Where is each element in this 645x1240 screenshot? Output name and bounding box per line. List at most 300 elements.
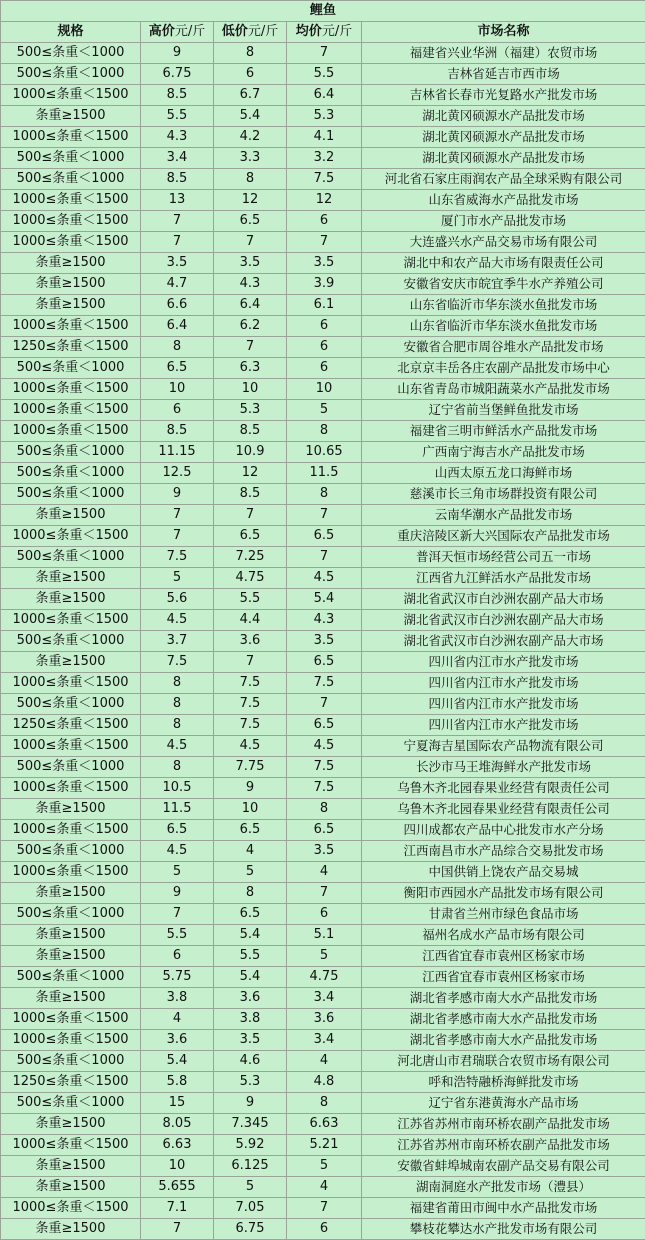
table-row [1,715,645,736]
cell-market: 四川省内江市水产批发市场 [362,673,645,694]
cell-spec: 条重≥1500 [1,925,141,946]
cell-high: 13 [141,190,214,211]
cell-low: 5.92 [214,1135,287,1156]
cell-high: 6.6 [141,295,214,316]
table-row [1,1177,645,1198]
cell-spec: 1000≤条重＜1500 [1,316,141,337]
cell-avg: 7 [287,505,362,526]
cell-avg: 10 [287,379,362,400]
table-row [1,505,645,526]
cell-low: 5.4 [214,925,287,946]
table-row [1,526,645,547]
cell-spec: 500≤条重＜1000 [1,148,141,169]
cell-high: 6.75 [141,64,214,85]
cell-high: 7 [141,526,214,547]
cell-avg: 4.5 [287,736,362,757]
cell-low: 7.75 [214,757,287,778]
cell-market: 中国供销上饶农产品交易城 [362,862,645,883]
cell-high: 10 [141,379,214,400]
header-low-label: 低价 [221,24,248,39]
table-row [1,1219,645,1240]
cell-low: 7.5 [214,715,287,736]
cell-market: 吉林省延吉市西市场 [362,64,645,85]
cell-high: 4.3 [141,127,214,148]
cell-high: 3.7 [141,631,214,652]
cell-spec: 1000≤条重＜1500 [1,1198,141,1219]
cell-market: 慈溪市长三角市场群投资有限公司 [362,484,645,505]
cell-spec: 1000≤条重＜1500 [1,1135,141,1156]
cell-spec: 条重≥1500 [1,946,141,967]
table-row [1,463,645,484]
cell-high: 5.655 [141,1177,214,1198]
cell-spec: 1000≤条重＜1500 [1,211,141,232]
cell-market: 安徽省合肥市周谷堆水产品批发市场 [362,337,645,358]
cell-market: 湖北黄冈硕源水产品批发市场 [362,148,645,169]
cell-market: 福建省三明市鲜活水产品批发市场 [362,421,645,442]
cell-low: 4.75 [214,568,287,589]
table-row [1,337,645,358]
cell-avg: 5 [287,400,362,421]
table-row [1,169,645,190]
cell-low: 3.3 [214,148,287,169]
cell-high: 5.5 [141,106,214,127]
cell-low: 6.2 [214,316,287,337]
cell-low: 7.5 [214,673,287,694]
cell-high: 4.5 [141,841,214,862]
cell-low: 7.345 [214,1114,287,1135]
cell-spec: 1000≤条重＜1500 [1,1030,141,1051]
cell-high: 5.5 [141,925,214,946]
table-row [1,85,645,106]
cell-low: 7 [214,505,287,526]
cell-spec: 条重≥1500 [1,1114,141,1135]
cell-market: 宁夏海吉星国际农产品物流有限公司 [362,736,645,757]
cell-high: 7.5 [141,652,214,673]
cell-high: 6.5 [141,820,214,841]
cell-low: 4.2 [214,127,287,148]
cell-high: 9 [141,484,214,505]
cell-spec: 500≤条重＜1000 [1,841,141,862]
cell-avg: 4.5 [287,568,362,589]
table-row [1,736,645,757]
table-row [1,232,645,253]
cell-high: 11.5 [141,799,214,820]
cell-low: 4 [214,841,287,862]
header-high-unit: 元/斤 [174,24,206,39]
cell-spec: 1000≤条重＜1500 [1,127,141,148]
cell-high: 11.15 [141,442,214,463]
cell-high: 8.05 [141,1114,214,1135]
header-low [214,22,287,43]
cell-low: 8 [214,883,287,904]
table-row [1,1135,645,1156]
cell-market: 大连盛兴水产品交易市场有限公司 [362,232,645,253]
cell-low: 5.3 [214,1072,287,1093]
cell-spec: 500≤条重＜1000 [1,631,141,652]
cell-high: 7.5 [141,547,214,568]
cell-avg: 4.75 [287,967,362,988]
cell-low: 4.4 [214,610,287,631]
cell-high: 9 [141,43,214,64]
cell-low: 3.8 [214,1009,287,1030]
cell-low: 5.5 [214,589,287,610]
table-row [1,862,645,883]
cell-market: 湖北省孝感市南大水产品批发市场 [362,1009,645,1030]
cell-spec: 1000≤条重＜1500 [1,400,141,421]
table-row [1,841,645,862]
table-row [1,64,645,85]
table-row [1,442,645,463]
table-row [1,211,645,232]
table-row [1,820,645,841]
cell-spec: 500≤条重＜1000 [1,43,141,64]
cell-high: 3.5 [141,253,214,274]
cell-low: 6.5 [214,526,287,547]
cell-high: 3.4 [141,148,214,169]
cell-low: 6.3 [214,358,287,379]
cell-market: 长沙市马王堆海鲜水产批发市场 [362,757,645,778]
cell-spec: 1000≤条重＜1500 [1,190,141,211]
cell-spec: 500≤条重＜1000 [1,967,141,988]
cell-spec: 1000≤条重＜1500 [1,526,141,547]
header-row [1,22,645,43]
cell-low: 12 [214,190,287,211]
cell-avg: 7.5 [287,673,362,694]
table-row [1,883,645,904]
cell-avg: 4.1 [287,127,362,148]
cell-high: 3.8 [141,988,214,1009]
cell-avg: 8 [287,799,362,820]
table-row [1,316,645,337]
cell-high: 6.5 [141,358,214,379]
cell-high: 10.5 [141,778,214,799]
cell-spec: 条重≥1500 [1,799,141,820]
cell-low: 3.6 [214,631,287,652]
cell-market: 湖北省武汉市白沙洲农副产品大市场 [362,631,645,652]
cell-low: 6.5 [214,211,287,232]
cell-high: 7 [141,232,214,253]
cell-high: 4.7 [141,274,214,295]
cell-avg: 6.5 [287,820,362,841]
cell-low: 6.5 [214,820,287,841]
cell-market: 山西太原五龙口海鲜市场 [362,463,645,484]
table-row [1,904,645,925]
cell-spec: 500≤条重＜1000 [1,358,141,379]
header-market: 市场名称 [362,22,645,43]
table-row [1,400,645,421]
table-row [1,253,645,274]
cell-market: 辽宁省前当堡鲜鱼批发市场 [362,400,645,421]
cell-high: 5 [141,862,214,883]
cell-avg: 6 [287,904,362,925]
cell-high: 7 [141,1219,214,1240]
table-row [1,358,645,379]
table-body [1,43,645,1240]
header-spec: 规格 [1,22,141,43]
cell-high: 10 [141,1156,214,1177]
cell-market: 湖北黄冈硕源水产品批发市场 [362,127,645,148]
cell-market: 甘肃省兰州市绿色食品市场 [362,904,645,925]
table-row [1,988,645,1009]
table-row [1,274,645,295]
cell-high: 8 [141,715,214,736]
cell-high: 6 [141,946,214,967]
cell-market: 普洱天恒市场经营公司五一市场 [362,547,645,568]
cell-avg: 3.4 [287,1030,362,1051]
table-row [1,190,645,211]
table-row [1,106,645,127]
cell-market: 安徽省蚌埠城南农副产品交易有限公司 [362,1156,645,1177]
cell-high: 5.8 [141,1072,214,1093]
cell-avg: 5.5 [287,64,362,85]
cell-avg: 7 [287,883,362,904]
cell-avg: 4 [287,862,362,883]
cell-spec: 1000≤条重＜1500 [1,85,141,106]
cell-high: 8 [141,673,214,694]
cell-market: 湖北中和农产品大市场有限责任公司 [362,253,645,274]
cell-avg: 7.5 [287,778,362,799]
table-row [1,1156,645,1177]
table-row [1,1072,645,1093]
cell-market: 湖北省武汉市白沙洲农副产品大市场 [362,589,645,610]
cell-high: 3.6 [141,1030,214,1051]
table-row [1,799,645,820]
cell-market: 云南华潮水产品批发市场 [362,505,645,526]
cell-market: 乌鲁木齐北园春果业经营有限责任公司 [362,799,645,820]
cell-spec: 1000≤条重＜1500 [1,1009,141,1030]
cell-low: 5.4 [214,106,287,127]
cell-spec: 500≤条重＜1000 [1,442,141,463]
cell-high: 5.6 [141,589,214,610]
cell-avg: 4 [287,1051,362,1072]
cell-avg: 6 [287,358,362,379]
cell-high: 8.5 [141,85,214,106]
cell-market: 山东省青岛市城阳蔬菜水产品批发市场 [362,379,645,400]
header-low-unit: 元/斤 [247,24,279,39]
table-row [1,589,645,610]
table-row [1,1030,645,1051]
cell-avg: 7.5 [287,169,362,190]
table-row [1,127,645,148]
cell-avg: 5.4 [287,589,362,610]
table-row [1,778,645,799]
cell-market: 湖北黄冈硕源水产品批发市场 [362,106,645,127]
cell-low: 7.5 [214,694,287,715]
table-row [1,694,645,715]
cell-low: 4.6 [214,1051,287,1072]
cell-avg: 6.4 [287,85,362,106]
cell-avg: 3.2 [287,148,362,169]
header-high [141,22,214,43]
cell-market: 辽宁省东港黄海水产品市场 [362,1093,645,1114]
cell-low: 10 [214,799,287,820]
cell-high: 12.5 [141,463,214,484]
cell-low: 7 [214,337,287,358]
cell-market: 湖北省武汉市白沙洲农副产品大市场 [362,610,645,631]
cell-avg: 6.5 [287,715,362,736]
sheet-title: 鲤鱼 [1,1,645,22]
table-row [1,673,645,694]
cell-low: 3.5 [214,1030,287,1051]
cell-market: 山东省临沂市华东淡水鱼批发市场 [362,316,645,337]
header-high-label: 高价 [148,24,175,39]
cell-low: 9 [214,1093,287,1114]
cell-high: 5.75 [141,967,214,988]
cell-high: 4.5 [141,610,214,631]
cell-avg: 3.6 [287,1009,362,1030]
cell-high: 6 [141,400,214,421]
cell-low: 7 [214,652,287,673]
cell-low: 9 [214,778,287,799]
cell-avg: 7 [287,1198,362,1219]
cell-high: 6.63 [141,1135,214,1156]
cell-market: 湖北省孝感市南大水产品批发市场 [362,988,645,1009]
cell-avg: 8 [287,421,362,442]
cell-market: 四川成都农产品中心批发市水产分场 [362,820,645,841]
cell-market: 福州名成水产品市场有限公司 [362,925,645,946]
cell-avg: 8 [287,484,362,505]
cell-market: 江西省九江鲜活水产品批发市场 [362,568,645,589]
cell-avg: 6.1 [287,295,362,316]
cell-spec: 500≤条重＜1000 [1,484,141,505]
cell-avg: 6 [287,316,362,337]
cell-market: 江西省宜春市袁州区杨家市场 [362,967,645,988]
header-avg [287,22,362,43]
cell-low: 5.3 [214,400,287,421]
cell-market: 呼和浩特融桥海鲜批发市场 [362,1072,645,1093]
cell-spec: 1000≤条重＜1500 [1,736,141,757]
table-row [1,1114,645,1135]
table-row [1,925,645,946]
cell-market: 山东省威海水产品批发市场 [362,190,645,211]
cell-low: 12 [214,463,287,484]
cell-avg: 3.4 [287,988,362,1009]
cell-market: 安徽省安庆市皖宜季牛水产养殖公司 [362,274,645,295]
cell-market: 四川省内江市水产批发市场 [362,652,645,673]
cell-spec: 1000≤条重＜1500 [1,610,141,631]
cell-spec: 500≤条重＜1000 [1,694,141,715]
table-row [1,43,645,64]
cell-avg: 5.1 [287,925,362,946]
cell-low: 7.05 [214,1198,287,1219]
cell-avg: 3.5 [287,841,362,862]
cell-high: 7.1 [141,1198,214,1219]
cell-high: 6.4 [141,316,214,337]
cell-low: 6.125 [214,1156,287,1177]
cell-spec: 条重≥1500 [1,568,141,589]
table-row [1,148,645,169]
cell-spec: 条重≥1500 [1,295,141,316]
cell-market: 福建省兴业华洲（福建）农贸市场 [362,43,645,64]
cell-low: 4.5 [214,736,287,757]
cell-avg: 6.5 [287,526,362,547]
table-row [1,631,645,652]
cell-spec: 条重≥1500 [1,988,141,1009]
cell-low: 3.6 [214,988,287,1009]
cell-high: 9 [141,883,214,904]
cell-avg: 6.5 [287,652,362,673]
cell-market: 四川省内江市水产批发市场 [362,715,645,736]
cell-avg: 5 [287,946,362,967]
cell-spec: 1250≤条重＜1500 [1,715,141,736]
cell-spec: 1250≤条重＜1500 [1,1072,141,1093]
cell-spec: 条重≥1500 [1,883,141,904]
cell-low: 8 [214,169,287,190]
cell-spec: 1000≤条重＜1500 [1,379,141,400]
cell-high: 8 [141,337,214,358]
table-row [1,379,645,400]
cell-high: 8.5 [141,421,214,442]
cell-avg: 5 [287,1156,362,1177]
cell-spec: 条重≥1500 [1,1219,141,1240]
table-row [1,421,645,442]
cell-avg: 7 [287,694,362,715]
table-row [1,1009,645,1030]
cell-low: 8.5 [214,421,287,442]
cell-low: 4.3 [214,274,287,295]
cell-avg: 4.3 [287,610,362,631]
cell-spec: 条重≥1500 [1,253,141,274]
cell-market: 湖北省孝感市南大水产品批发市场 [362,1030,645,1051]
cell-spec: 500≤条重＜1000 [1,757,141,778]
cell-spec: 1000≤条重＜1500 [1,778,141,799]
cell-low: 5 [214,862,287,883]
cell-avg: 5.3 [287,106,362,127]
cell-market: 山东省临沂市华东淡水鱼批发市场 [362,295,645,316]
cell-high: 5 [141,568,214,589]
table-row [1,610,645,631]
cell-low: 8.5 [214,484,287,505]
cell-market: 吉林省长春市光复路水产批发市场 [362,85,645,106]
cell-avg: 6.63 [287,1114,362,1135]
cell-market: 四川省内江市水产批发市场 [362,694,645,715]
cell-high: 7 [141,211,214,232]
cell-avg: 7 [287,43,362,64]
table-row [1,1051,645,1072]
cell-avg: 6 [287,1219,362,1240]
cell-spec: 条重≥1500 [1,1156,141,1177]
cell-avg: 11.5 [287,463,362,484]
cell-low: 5.5 [214,946,287,967]
cell-market: 河北省石家庄雨润农产品全球采购有限公司 [362,169,645,190]
cell-market: 河北唐山市君瑞联合农贸市场有限公司 [362,1051,645,1072]
cell-low: 10.9 [214,442,287,463]
cell-low: 7 [214,232,287,253]
table-row [1,757,645,778]
table-row [1,568,645,589]
cell-market: 北京京丰岳各庄农副产品批发市场中心 [362,358,645,379]
cell-high: 4 [141,1009,214,1030]
table-row [1,1093,645,1114]
cell-avg: 10.65 [287,442,362,463]
table-row [1,946,645,967]
cell-spec: 500≤条重＜1000 [1,1051,141,1072]
cell-spec: 条重≥1500 [1,1177,141,1198]
title-row [1,1,645,22]
cell-spec: 1000≤条重＜1500 [1,673,141,694]
cell-low: 6.75 [214,1219,287,1240]
cell-low: 7.25 [214,547,287,568]
cell-spec: 1000≤条重＜1500 [1,820,141,841]
cell-avg: 5.21 [287,1135,362,1156]
cell-high: 4.5 [141,736,214,757]
cell-spec: 条重≥1500 [1,652,141,673]
cell-spec: 500≤条重＜1000 [1,1093,141,1114]
cell-market: 湖南洞庭水产批发市场（澧县） [362,1177,645,1198]
cell-spec: 条重≥1500 [1,505,141,526]
cell-low: 8 [214,43,287,64]
cell-spec: 500≤条重＜1000 [1,169,141,190]
